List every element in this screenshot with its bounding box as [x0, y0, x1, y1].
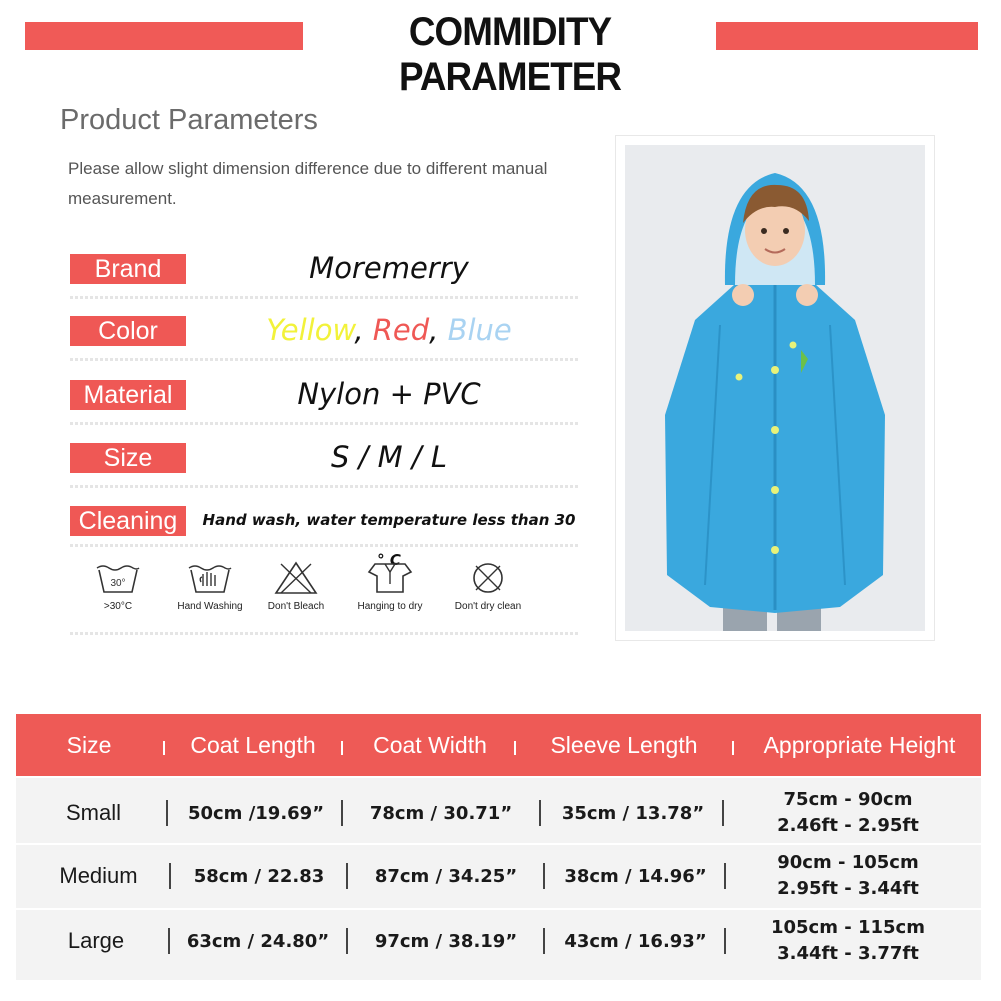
cell-separator [724, 928, 726, 954]
col-header-coat-length: Coat Length [190, 732, 316, 758]
cell-coat-length: 63cm / 24.80” [186, 930, 330, 952]
page-title: COMMIDITY PARAMETER [398, 10, 622, 99]
header-separator [341, 741, 343, 755]
divider [70, 544, 578, 547]
hang-dry-icon [365, 560, 415, 596]
cell-size: Small [65, 800, 121, 825]
height-cm: 105cm - 115cm [770, 917, 925, 938]
divider [70, 422, 578, 425]
care-label: Don't Bleach [267, 601, 325, 612]
col-header-size: Size [66, 732, 112, 758]
divider [70, 485, 578, 488]
child-raincoat-illustration [625, 145, 925, 631]
size-table-header [16, 714, 981, 776]
cell-coat-width: 87cm / 34.25” [374, 865, 518, 887]
param-value: S / M / L [331, 440, 447, 474]
color-yellow: Yellow [266, 313, 355, 347]
care-label: Hanging to dry [357, 601, 423, 612]
param-label: Cleaning [70, 506, 186, 536]
color-red: Red [372, 313, 430, 347]
header-separator [732, 741, 734, 755]
care-label: >30°C [103, 601, 133, 612]
divider [70, 296, 578, 299]
cell-separator [346, 928, 348, 954]
col-header-coat-width: Coat Width [373, 732, 487, 758]
height-cm: 90cm - 105cm [777, 852, 919, 873]
measurement-note: Please allow slight dimension difference due to different manual measurement. [68, 159, 548, 208]
param-value: Hand wash, water temperature less than 30 ° C [202, 511, 576, 569]
cell-separator [168, 928, 170, 954]
product-photo [615, 135, 935, 641]
header-separator [514, 741, 516, 755]
param-row-brand [70, 248, 578, 302]
param-row-cleaning [70, 500, 578, 569]
height-ft: 2.95ft - 3.44ft [777, 878, 919, 899]
cell-separator [539, 800, 541, 826]
cell-separator [166, 800, 168, 826]
care-item-no-dry-clean [448, 560, 528, 614]
cell-separator [341, 800, 343, 826]
care-item-wash-30 [78, 560, 158, 614]
no-dry-clean-icon [463, 560, 513, 596]
cell-appropriate-height [728, 845, 968, 907]
cell-coat-width: 97cm / 38.19” [374, 930, 518, 952]
param-row-size [70, 437, 578, 491]
care-label: Hand Washing [177, 601, 243, 612]
param-value: Moremerry [309, 251, 469, 285]
cell-appropriate-height [728, 782, 968, 844]
cell-coat-length: 50cm /19.69” [187, 802, 325, 824]
col-header-sleeve-length: Sleeve Length [550, 732, 698, 758]
divider [70, 358, 578, 361]
param-row-material [70, 374, 578, 428]
svg-text:30°: 30° [110, 578, 126, 589]
cell-separator [346, 863, 348, 889]
wash-30-icon [93, 560, 143, 596]
cell-size: Large [67, 928, 125, 953]
param-value: Nylon + PVC [297, 377, 481, 411]
no-bleach-icon [271, 560, 321, 596]
cell-size: Medium [59, 863, 138, 888]
cell-separator [543, 863, 545, 889]
care-label: Don't dry clean [454, 601, 522, 612]
cell-sleeve-length: 38cm / 14.96” [564, 865, 707, 887]
cell-separator [543, 928, 545, 954]
param-label: Size [70, 443, 186, 473]
height-ft: 3.44ft - 3.77ft [777, 943, 919, 964]
param-label: Color [70, 316, 186, 346]
table-row [16, 782, 981, 844]
param-value-colors: Yellow, Red, Blue [266, 313, 512, 347]
param-label: Material [70, 380, 186, 410]
care-item-hand-wash [170, 560, 250, 614]
col-header-appropriate-height: Appropriate Height [763, 732, 956, 758]
cell-sleeve-length: 35cm / 13.78” [561, 802, 705, 824]
cell-separator [169, 863, 171, 889]
cell-coat-length: 58cm / 22.83 [193, 865, 325, 887]
cell-separator [722, 800, 724, 826]
care-item-hang-dry [350, 560, 430, 614]
height-ft: 2.46ft - 2.95ft [777, 815, 919, 836]
header-bar-right [716, 22, 978, 50]
header-bar-left [25, 22, 303, 50]
cell-appropriate-height [728, 910, 968, 972]
product-image [625, 145, 925, 631]
cell-sleeve-length: 43cm / 16.93” [564, 930, 707, 952]
divider [70, 632, 578, 635]
table-row [16, 910, 981, 972]
height-cm: 75cm - 90cm [783, 789, 913, 810]
size-table [16, 778, 981, 980]
table-row [16, 845, 981, 907]
header-separator [163, 741, 165, 755]
color-blue: Blue [447, 313, 512, 347]
cell-separator [724, 863, 726, 889]
section-title: Product Parameters [60, 104, 318, 136]
param-row-color [70, 310, 578, 364]
hand-wash-icon [185, 560, 235, 596]
param-label: Brand [70, 254, 186, 284]
care-item-no-bleach [256, 560, 336, 614]
cell-coat-width: 78cm / 30.71” [369, 802, 513, 824]
